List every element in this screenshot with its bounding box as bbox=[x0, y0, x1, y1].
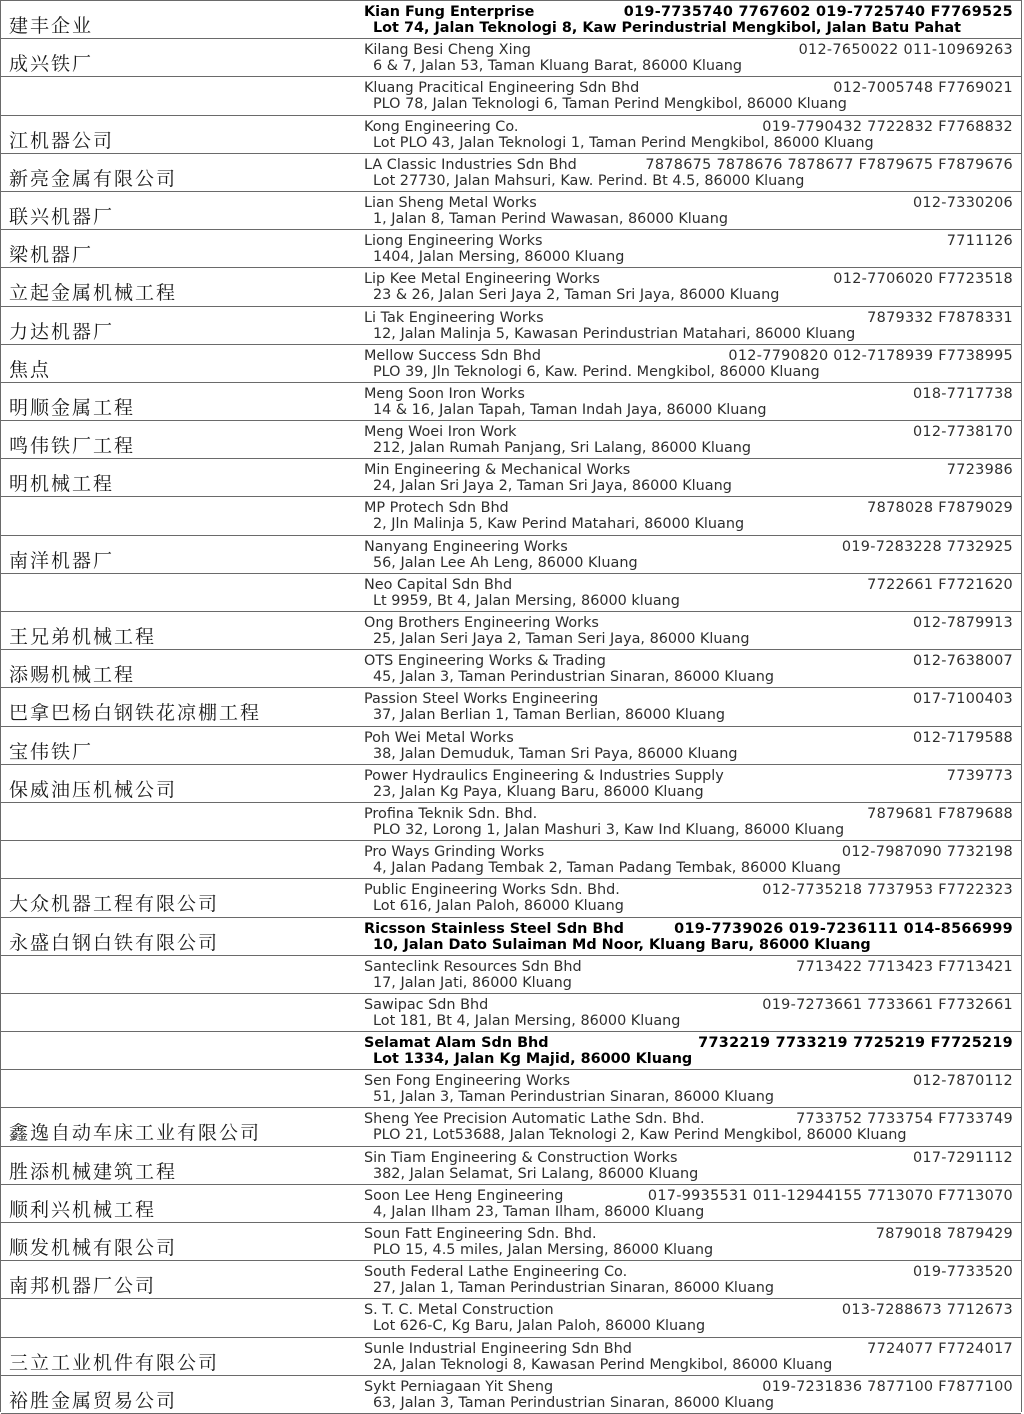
phone-numbers: 012-7738170 bbox=[912, 424, 1013, 441]
company-address: 4, Jalan Ilham 23, Taman Ilham, 86000 Kluang bbox=[373, 1203, 705, 1220]
phone-numbers: 7732219 7733219 7725219 F7725219 bbox=[698, 1035, 1013, 1052]
directory-row bbox=[1, 1070, 1021, 1108]
phone-numbers: 7722661 F7721620 bbox=[867, 576, 1013, 593]
company-address: Lot PLO 43, Jalan Teknologi 1, Taman Perind Mengkibol, 86000 Kluang bbox=[373, 134, 874, 151]
company-address: 45, Jalan 3, Taman Perindustrian Sinaran, 86000 Kluang bbox=[373, 669, 775, 686]
chinese-name: 明机械工程 bbox=[9, 473, 115, 496]
directory-row bbox=[1, 1223, 1021, 1261]
phone-numbers: 019-7739026 019-7236111 014-8566999 bbox=[674, 920, 1013, 937]
phone-numbers: 7878028 F7879029 bbox=[867, 500, 1013, 517]
phone-numbers: 018-7717738 bbox=[912, 385, 1013, 402]
directory-row bbox=[1, 497, 1021, 535]
chinese-name: 力达机器厂 bbox=[9, 320, 115, 343]
directory-row bbox=[1, 536, 1021, 574]
company-name: Profina Teknik Sdn. Bhd. bbox=[364, 805, 538, 822]
company-name: South Federal Lathe Engineering Co. bbox=[364, 1264, 628, 1281]
company-address: 12, Jalan Malinja 5, Kawasan Perindustrian Matahari, 86000 Kluang bbox=[373, 325, 856, 342]
directory-row bbox=[1, 1, 1021, 39]
company-name: Liong Engineering Works bbox=[364, 233, 543, 250]
chinese-name: 顺发机械有限公司 bbox=[9, 1237, 178, 1259]
company-address: Lot 616, Jalan Paloh, 86000 Kluang bbox=[373, 898, 624, 915]
directory-row bbox=[1, 879, 1021, 917]
company-address: 38, Jalan Demuduk, Taman Sri Paya, 86000 Kluang bbox=[373, 745, 738, 762]
directory-row bbox=[1, 1108, 1021, 1146]
directory-row bbox=[1, 688, 1021, 726]
directory-row bbox=[1, 459, 1021, 497]
chinese-name: 梁机器厂 bbox=[9, 244, 94, 267]
company-name: Power Hydraulics Engineering & Industries Supply bbox=[364, 767, 724, 784]
directory-row bbox=[1, 154, 1021, 192]
company-name: Kian Fung Enterprise bbox=[364, 4, 535, 20]
directory-row bbox=[1, 1338, 1021, 1376]
phone-numbers: 012-7005748 F7769021 bbox=[833, 80, 1013, 97]
company-name: Li Tak Engineering Works bbox=[364, 309, 544, 326]
company-name: OTS Engineering Works & Trading bbox=[364, 653, 606, 670]
phone-numbers: 7733752 7733754 F7733749 bbox=[796, 1111, 1013, 1128]
company-address: 56, Jalan Lee Ah Leng, 86000 Kluang bbox=[373, 554, 638, 571]
company-address: 10, Jalan Dato Sulaiman Md Noor, Kluang Baru, 86000 Kluang bbox=[373, 936, 871, 953]
chinese-name: 鸣伟铁厂工程 bbox=[9, 435, 136, 458]
directory-row bbox=[1, 841, 1021, 879]
phone-numbers: 7711126 bbox=[946, 233, 1013, 250]
chinese-name: 裕胜金属贸易公司 bbox=[9, 1389, 178, 1412]
directory-row bbox=[1, 421, 1021, 459]
directory-row bbox=[1, 383, 1021, 421]
company-name: Neo Capital Sdn Bhd bbox=[364, 576, 513, 593]
phone-numbers: 012-7735218 7737953 F7722323 bbox=[762, 882, 1013, 899]
company-name: Kilang Besi Cheng Xing bbox=[364, 42, 531, 59]
company-name: Mellow Success Sdn Bhd bbox=[364, 347, 542, 364]
phone-numbers: 013-7288673 7712673 bbox=[841, 1302, 1013, 1319]
company-address: PLO 39, Jln Teknologi 6, Kaw. Perind. Mengkibol, 86000 Kluang bbox=[373, 363, 820, 380]
company-name: Min Engineering & Mechanical Works bbox=[364, 462, 631, 479]
phone-numbers: 019-7735740 7767602 019-7725740 F7769525 bbox=[623, 4, 1013, 20]
company-address: 6 & 7, Jalan 53, Taman Kluang Barat, 86000 Kluang bbox=[373, 58, 743, 75]
company-address: 1404, Jalan Mersing, 86000 Kluang bbox=[373, 249, 625, 266]
company-name: Kluang Pracitical Engineering Sdn Bhd bbox=[364, 80, 640, 97]
phone-numbers: 017-7291112 bbox=[912, 1149, 1013, 1166]
phone-numbers: 019-7790432 7722832 F7768832 bbox=[762, 118, 1013, 135]
phone-numbers: 012-7179588 bbox=[912, 729, 1013, 746]
chinese-name: 王兄弟机械工程 bbox=[9, 626, 157, 648]
phone-numbers: 012-7706020 F7723518 bbox=[833, 271, 1013, 288]
company-address: 17, Jalan Jati, 86000 Kluang bbox=[373, 974, 572, 991]
chinese-name: 顺利兴机械工程 bbox=[9, 1198, 157, 1221]
phone-numbers: 012-7870112 bbox=[912, 1073, 1013, 1090]
directory-row bbox=[1, 268, 1021, 306]
directory-row bbox=[1, 1032, 1021, 1070]
company-name: Kong Engineering Co. bbox=[364, 118, 519, 135]
company-name: Poh Wei Metal Works bbox=[364, 729, 514, 746]
company-address: 1, Jalan 8, Taman Perind Wawasan, 86000 Kluang bbox=[373, 210, 728, 227]
directory-row bbox=[1, 345, 1021, 383]
directory-row bbox=[1, 574, 1021, 612]
directory-row bbox=[1, 994, 1021, 1032]
company-name: Sunle Industrial Engineering Sdn Bhd bbox=[364, 1340, 632, 1357]
directory-row bbox=[1, 1261, 1021, 1299]
company-address: 51, Jalan 3, Taman Perindustrian Sinaran, 86000 Kluang bbox=[373, 1089, 775, 1106]
phone-numbers: 019-7231836 7877100 F7877100 bbox=[762, 1378, 1013, 1395]
company-address: Lot 27730, Jalan Mahsuri, Kaw. Perind. Bt 4.5, 86000 Kluang bbox=[373, 172, 805, 189]
company-address: 2, Jln Malinja 5, Kaw Perind Matahari, 86000 Kluang bbox=[373, 516, 745, 533]
company-address: Lot 1334, Jalan Kg Majid, 86000 Kluang bbox=[373, 1051, 693, 1068]
directory-row bbox=[1, 116, 1021, 154]
company-address: Lot 626-C, Kg Baru, Jalan Paloh, 86000 Kluang bbox=[373, 1318, 706, 1335]
chinese-name: 立起金属机械工程 bbox=[9, 282, 178, 305]
company-name: Santeclink Resources Sdn Bhd bbox=[364, 958, 582, 975]
company-address: Lt 9959, Bt 4, Jalan Mersing, 86000 kluang bbox=[373, 592, 680, 609]
company-name: Sen Fong Engineering Works bbox=[364, 1073, 570, 1090]
directory-row bbox=[1, 650, 1021, 688]
phone-numbers: 019-7733520 bbox=[912, 1264, 1013, 1281]
company-address: Lot 74, Jalan Teknologi 8, Kaw Perindustrial Mengkibol, Jalan Batu Pahat bbox=[373, 20, 961, 36]
phone-numbers: 7739773 bbox=[946, 767, 1013, 784]
phone-numbers: 012-7790820 012-7178939 F7738995 bbox=[728, 347, 1013, 364]
company-name: Meng Woei Iron Work bbox=[364, 424, 517, 441]
directory-row bbox=[1, 1376, 1021, 1414]
company-name: Public Engineering Works Sdn. Bhd. bbox=[364, 882, 620, 899]
phone-numbers: 017-9935531 011-12944155 7713070 F7713070 bbox=[647, 1187, 1013, 1204]
company-name: Lian Sheng Metal Works bbox=[364, 194, 537, 211]
company-address: 24, Jalan Sri Jaya 2, Taman Sri Jaya, 86000 Kluang bbox=[373, 478, 732, 495]
directory-row bbox=[1, 918, 1021, 956]
phone-numbers: 7879018 7879429 bbox=[875, 1226, 1013, 1242]
phone-numbers: 019-7273661 7733661 F7732661 bbox=[762, 996, 1013, 1013]
phone-numbers: 012-7879913 bbox=[912, 615, 1013, 631]
directory-row bbox=[1, 39, 1021, 77]
company-name: Ong Brothers Engineering Works bbox=[364, 615, 599, 631]
company-name: Sheng Yee Precision Automatic Lathe Sdn. Bhd. bbox=[364, 1111, 705, 1128]
company-name: Sawipac Sdn Bhd bbox=[364, 996, 489, 1013]
company-address: 37, Jalan Berlian 1, Taman Berlian, 86000 Kluang bbox=[373, 707, 725, 724]
phone-numbers: 012-7987090 7732198 bbox=[841, 844, 1013, 861]
company-name: Passion Steel Works Engineering bbox=[364, 691, 599, 708]
company-address: 14 & 16, Jalan Tapah, Taman Indah Jaya, 86000 Kluang bbox=[373, 401, 767, 418]
phone-numbers: 012-7650022 011-10969263 bbox=[798, 42, 1013, 59]
company-name: S. T. C. Metal Construction bbox=[364, 1302, 554, 1319]
company-name: Nanyang Engineering Works bbox=[364, 538, 568, 555]
phone-numbers: 7879332 F7878331 bbox=[867, 309, 1013, 326]
company-address: 23, Jalan Kg Paya, Kluang Baru, 86000 Kluang bbox=[373, 783, 704, 800]
company-name: Meng Soon Iron Works bbox=[364, 385, 525, 402]
chinese-name: 胜添机械建筑工程 bbox=[9, 1160, 178, 1183]
phone-numbers: 7878675 7878676 7878677 F7879675 F7879676 bbox=[645, 156, 1013, 173]
company-address: 382, Jalan Selamat, Sri Lalang, 86000 Kluang bbox=[373, 1165, 699, 1182]
company-name: Sykt Perniagaan Yit Sheng bbox=[364, 1378, 554, 1395]
company-name: Soon Lee Heng Engineering bbox=[364, 1187, 564, 1204]
company-address: 23 & 26, Jalan Seri Jaya 2, Taman Sri Jaya, 86000 Kluang bbox=[373, 287, 780, 304]
phone-numbers: 7724077 F7724017 bbox=[867, 1340, 1013, 1357]
directory-row bbox=[1, 765, 1021, 803]
chinese-name: 建丰企业 bbox=[9, 15, 94, 37]
phone-numbers: 7713422 7713423 F7713421 bbox=[796, 958, 1013, 975]
chinese-name: 新亮金属有限公司 bbox=[9, 167, 178, 190]
company-name: Lip Kee Metal Engineering Works bbox=[364, 271, 600, 288]
company-address: PLO 15, 4.5 miles, Jalan Mersing, 86000 Kluang bbox=[373, 1242, 714, 1258]
directory-row bbox=[1, 803, 1021, 841]
chinese-name: 永盛白钢白铁有限公司 bbox=[9, 931, 220, 954]
chinese-name: 三立工业机件有限公司 bbox=[9, 1351, 220, 1374]
directory-row bbox=[1, 77, 1021, 115]
chinese-name: 南邦机器厂公司 bbox=[9, 1275, 157, 1298]
directory-row bbox=[1, 1147, 1021, 1185]
chinese-name: 保威油压机械公司 bbox=[9, 778, 178, 801]
chinese-name: 成兴铁厂 bbox=[9, 53, 94, 76]
phone-numbers: 7723986 bbox=[946, 462, 1013, 479]
phone-numbers: 7879681 F7879688 bbox=[867, 805, 1013, 822]
company-address: PLO 32, Lorong 1, Jalan Mashuri 3, Kaw Ind Kluang, 86000 Kluang bbox=[373, 821, 845, 838]
chinese-name: 江机器公司 bbox=[9, 129, 115, 152]
phone-numbers: 017-7100403 bbox=[912, 691, 1013, 708]
company-name: Soun Fatt Engineering Sdn. Bhd. bbox=[364, 1226, 597, 1242]
directory-row bbox=[1, 727, 1021, 765]
directory-row bbox=[1, 956, 1021, 994]
company-name: LA Classic Industries Sdn Bhd bbox=[364, 156, 577, 173]
chinese-name: 鑫逸自动车床工业有限公司 bbox=[9, 1122, 262, 1145]
directory-row bbox=[1, 307, 1021, 345]
company-address: 25, Jalan Seri Jaya 2, Taman Seri Jaya, 86000 Kluang bbox=[373, 631, 750, 647]
company-name: Pro Ways Grinding Works bbox=[364, 844, 545, 861]
chinese-name: 明顺金属工程 bbox=[9, 396, 136, 419]
phone-numbers: 012-7330206 bbox=[912, 194, 1013, 211]
phone-numbers: 019-7283228 7732925 bbox=[841, 538, 1013, 555]
chinese-name: 南洋机器厂 bbox=[9, 549, 115, 572]
directory-row bbox=[1, 1299, 1021, 1337]
directory-row bbox=[1, 230, 1021, 268]
company-address: 2A, Jalan Teknologi 8, Kawasan Perind Mengkibol, 86000 Kluang bbox=[373, 1356, 833, 1373]
directory-row bbox=[1, 1185, 1021, 1223]
phone-numbers: 012-7638007 bbox=[912, 653, 1013, 670]
directory-row bbox=[1, 612, 1021, 650]
company-address: Lot 181, Bt 4, Jalan Mersing, 86000 Kluang bbox=[373, 1012, 681, 1029]
company-name: Ricsson Stainless Steel Sdn Bhd bbox=[364, 920, 624, 937]
company-name: MP Protech Sdn Bhd bbox=[364, 500, 509, 517]
company-address: PLO 21, Lot53688, Jalan Teknologi 2, Kaw Perind Mengkibol, 86000 Kluang bbox=[373, 1127, 907, 1144]
chinese-name: 添赐机械工程 bbox=[9, 664, 136, 687]
directory-row bbox=[1, 192, 1021, 230]
company-address: 63, Jalan 3, Taman Perindustrian Sinaran, 86000 Kluang bbox=[373, 1394, 775, 1411]
company-address: 27, Jalan 1, Taman Perindustrian Sinaran, 86000 Kluang bbox=[373, 1280, 775, 1297]
chinese-name: 宝伟铁厂 bbox=[9, 740, 94, 763]
company-address: PLO 78, Jalan Teknologi 6, Taman Perind Mengkibol, 86000 Kluang bbox=[373, 96, 847, 113]
company-name: Sin Tiam Engineering & Construction Works bbox=[364, 1149, 678, 1166]
company-address: 212, Jalan Rumah Panjang, Sri Lalang, 86000 Kluang bbox=[373, 440, 752, 457]
company-address: 4, Jalan Padang Tembak 2, Taman Padang Tembak, 86000 Kluang bbox=[373, 860, 841, 877]
chinese-name: 大众机器工程有限公司 bbox=[9, 893, 220, 916]
chinese-name: 巴拿巴杨白钢铁花凉棚工程 bbox=[9, 702, 262, 725]
chinese-name: 焦点 bbox=[9, 358, 52, 381]
chinese-name: 联兴机器厂 bbox=[9, 205, 115, 228]
company-name: Selamat Alam Sdn Bhd bbox=[364, 1035, 549, 1052]
